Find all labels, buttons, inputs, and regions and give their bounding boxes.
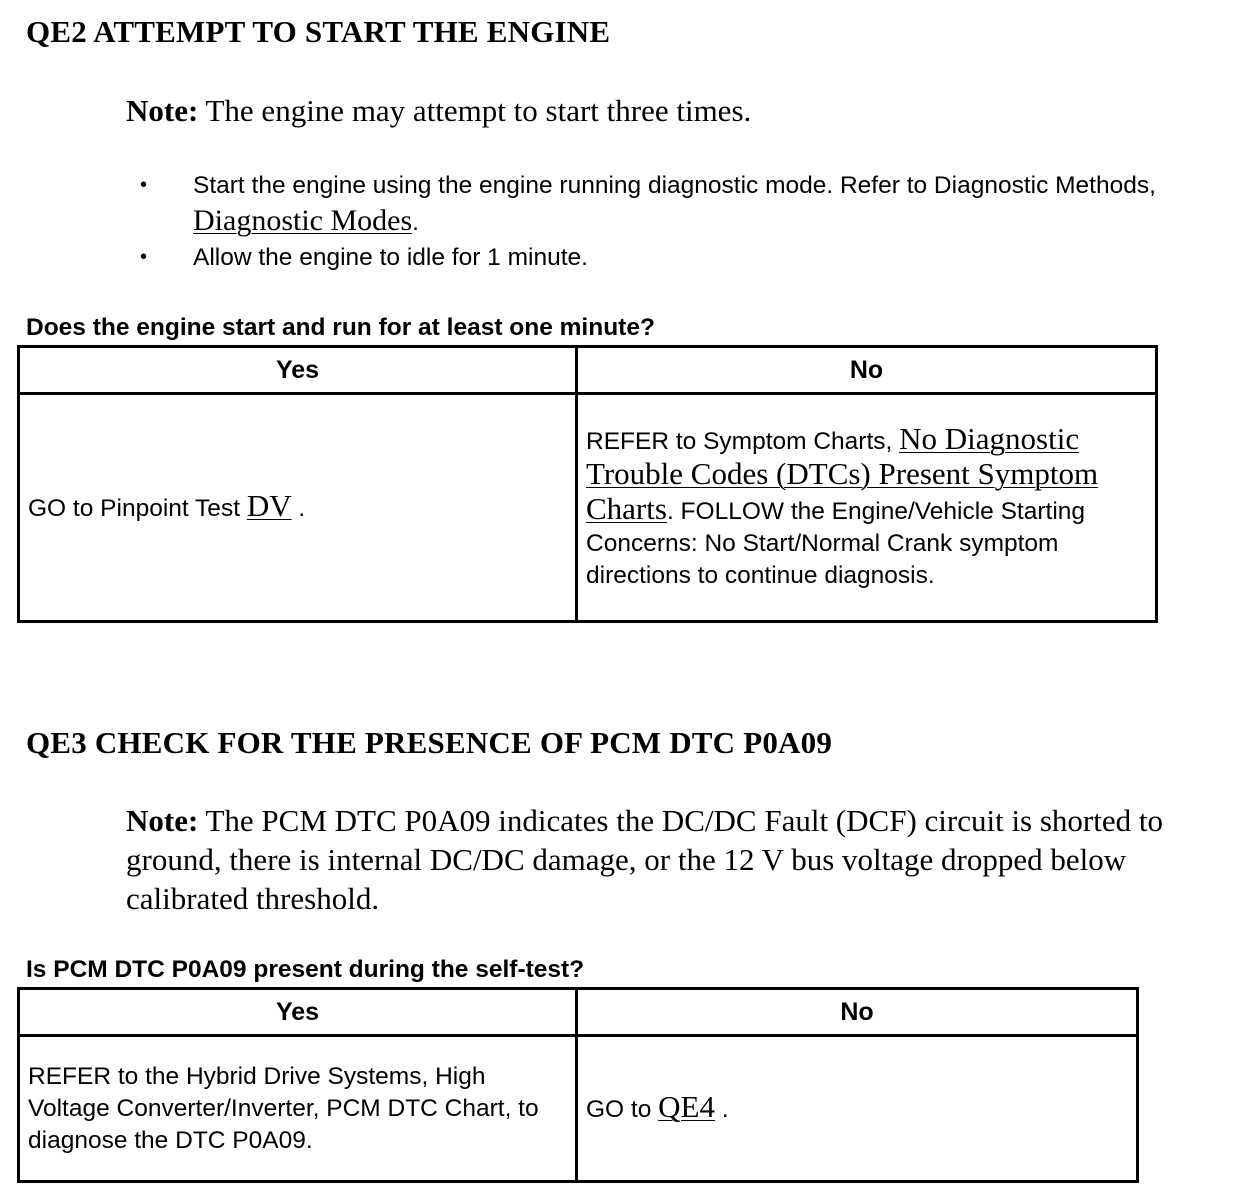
qe2-yes-end: . bbox=[291, 495, 306, 522]
qe2-question: Does the engine start and run for at least one minute? bbox=[26, 314, 655, 341]
pinpoint-test-dv-link[interactable]: DV bbox=[246, 488, 292, 523]
qe3-note-text: The PCM DTC P0A09 indicates the DC/DC Fault (DCF) circuit is shorted to ground, there is internal DC/DC damage, or the 12 V bus voltage dropped below calibrated threshold. bbox=[126, 803, 1163, 916]
table-row bbox=[19, 1036, 1138, 1182]
qe3-question: Is PCM DTC P0A09 present during the self-test? bbox=[26, 956, 585, 983]
table-row bbox=[19, 394, 1157, 622]
table-header-row bbox=[19, 989, 1138, 1036]
qe2-bullet-list bbox=[140, 168, 1200, 275]
qe2-bullet-1 bbox=[140, 168, 1200, 240]
qe3-heading: QE3 CHECK FOR THE PRESENCE OF PCM DTC P0A09 bbox=[26, 725, 833, 760]
qe2-heading: QE2 ATTEMPT TO START THE ENGINE bbox=[26, 14, 611, 49]
table-header-row bbox=[19, 347, 1157, 394]
qe2-no-cell bbox=[577, 394, 1157, 622]
qe2-note-label: Note: bbox=[126, 93, 199, 128]
qe2-no-end: . FOLLOW the Engine/Vehicle Starting Concerns: No Start/Normal Crank symptom directions to continue diagnosis. bbox=[586, 498, 1086, 589]
no-column-header: No bbox=[577, 347, 1157, 394]
qe3-answer-table bbox=[17, 987, 1139, 1183]
qe3-no-text: GO to bbox=[586, 1096, 659, 1123]
no-column-header: No bbox=[577, 989, 1138, 1036]
qe2-note-text: The engine may attempt to start three times. bbox=[198, 93, 752, 128]
qe4-link[interactable]: QE4 bbox=[658, 1089, 715, 1124]
qe3-no-end: . bbox=[715, 1096, 729, 1123]
qe3-yes-text: REFER to the Hybrid Drive Systems, High Voltage Converter/Inverter, PCM DTC Chart, to diagnose the DTC P0A09. bbox=[28, 1062, 539, 1154]
qe2-bullet-1-end: . bbox=[412, 209, 419, 236]
qe3-note bbox=[126, 801, 1226, 918]
qe2-bullet-2-text: Allow the engine to idle for 1 minute. bbox=[193, 244, 588, 271]
qe2-bullet-1-text: Start the engine using the engine running diagnostic mode. Refer to Diagnostic Methods, bbox=[193, 172, 1156, 199]
qe3-yes-cell bbox=[19, 1036, 577, 1182]
qe2-bullet-2 bbox=[140, 240, 1200, 275]
qe2-no-text: REFER to Symptom Charts, bbox=[586, 428, 900, 455]
bullet-icon: • bbox=[140, 174, 148, 196]
qe2-yes-cell bbox=[19, 394, 577, 622]
qe2-answer-table bbox=[17, 345, 1158, 623]
bullet-icon: • bbox=[140, 246, 148, 268]
diagnostic-modes-link[interactable]: Diagnostic Modes bbox=[193, 204, 413, 237]
yes-column-header: Yes bbox=[19, 347, 577, 394]
qe3-note-label: Note: bbox=[126, 803, 199, 838]
qe3-no-cell bbox=[577, 1036, 1138, 1182]
yes-column-header: Yes bbox=[19, 989, 577, 1036]
no-dtc-symptom-charts-link[interactable]: No Diagnostic Trouble Codes (DTCs) Present Symptom Charts bbox=[586, 421, 1099, 526]
qe2-note bbox=[126, 91, 1206, 130]
qe2-yes-text: GO to Pinpoint Test bbox=[28, 495, 247, 522]
